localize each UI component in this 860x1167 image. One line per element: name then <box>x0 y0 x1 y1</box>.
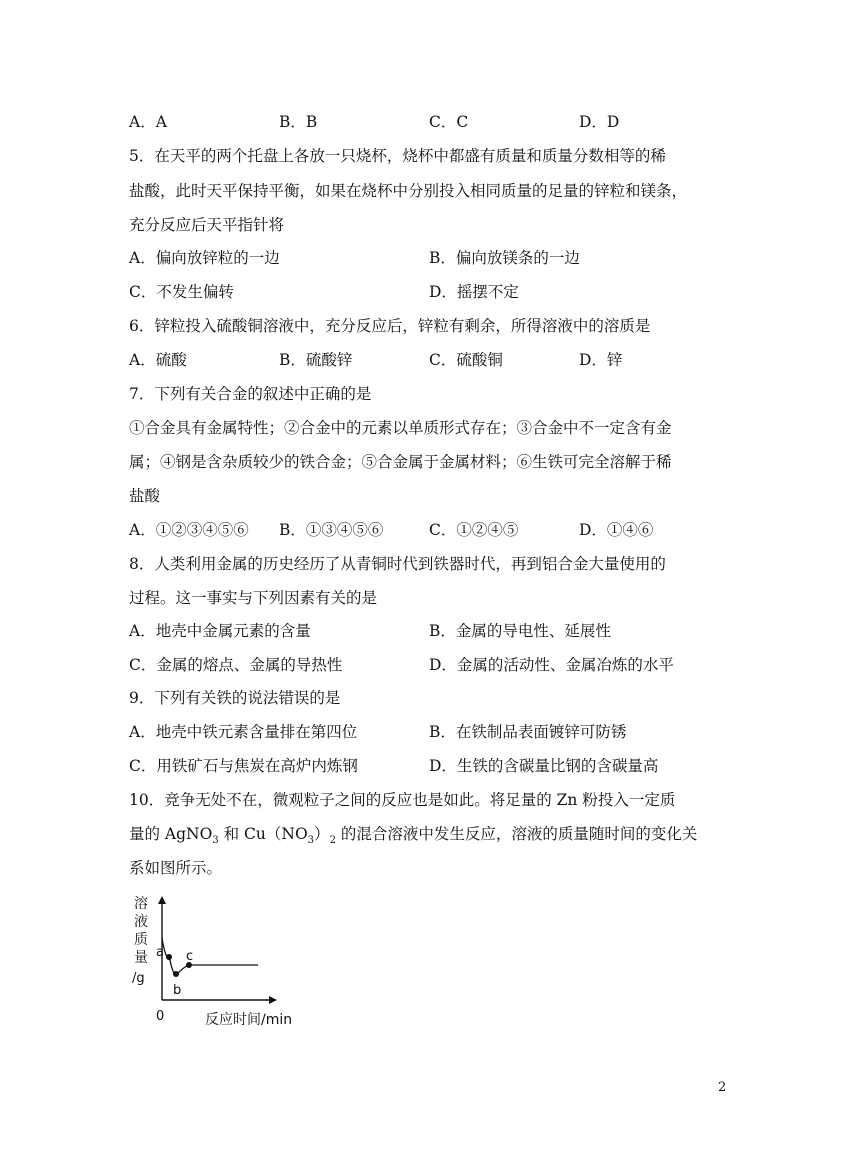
q9-option-d: D．生铁的含碳量比钢的含碳量高 <box>429 757 659 775</box>
q10-line-3: 系如图所示。 <box>129 859 223 877</box>
mass-curve <box>162 938 258 974</box>
q8-option-d: D．金属的活动性、金属冶炼的水平 <box>429 656 674 674</box>
q4-option-b: B．B <box>279 113 318 131</box>
q10-line-2-part-a: 量的 AgNO <box>129 825 213 843</box>
q6-stem: 6．锌粒投入硫酸铜溶液中，充分反应后，锌粒有剩余，所得溶液中的溶质是 <box>129 317 651 335</box>
q9-option-b: B．在铁制品表面镀锌可防锈 <box>429 723 627 741</box>
point-a-dot <box>166 954 172 960</box>
q7-option-c: C．①②④⑤ <box>429 521 519 539</box>
q9-stem: 9．下列有关铁的说法错误的是 <box>129 689 341 707</box>
q10-subscript-1: 3 <box>212 835 219 847</box>
q7-option-a: A．①②③④⑤⑥ <box>129 521 249 539</box>
q6-option-a: A．硫酸 <box>129 351 187 369</box>
q5-option-a: A．偏向放锌粒的一边 <box>129 249 280 267</box>
q8-option-a: A．地壳中金属元素的含量 <box>129 622 311 640</box>
q8-stem-line-1: 8．人类利用金属的历史经历了从青铜时代到铁器时代，再到铝合金大量使用的 <box>129 555 666 573</box>
q5-stem-line-2: 盐酸，此时天平保持平衡，如果在烧杯中分别投入相同质量的足量的锌粒和镁条， <box>129 182 688 200</box>
q7-option-d: D．①④⑥ <box>579 521 654 539</box>
y-label-char-4: 量 <box>134 950 148 966</box>
q10-subscript-3: 2 <box>329 835 336 847</box>
q10-line-2-part-d: 的混合溶液中发生反应，溶液的质量随时间的变化关 <box>335 825 698 843</box>
q6-option-c: C．硫酸铜 <box>429 351 503 369</box>
solution-mass-graph <box>125 888 315 1038</box>
q7-stem: 7．下列有关合金的叙述中正确的是 <box>129 385 372 403</box>
q5-option-d: D．摇摆不定 <box>429 283 519 301</box>
q6-option-b: B．硫酸锌 <box>279 351 353 369</box>
q4-option-c: C．C <box>429 113 469 131</box>
q5-option-b: B．偏向放镁条的一边 <box>429 249 580 267</box>
q6-option-d: D．锌 <box>579 351 623 369</box>
q8-option-c: C．金属的熔点、金属的导热性 <box>129 656 343 674</box>
q7-statement-line-2: 属；④钢是含杂质较少的铁合金；⑤合金属于金属材料；⑥生铁可完全溶解于稀 <box>129 453 672 471</box>
point-b-dot <box>173 971 179 977</box>
q5-stem-line-1: 5．在天平的两个托盘上各放一只烧杯，烧杯中都盛有质量和质量分数相等的稀 <box>129 147 666 165</box>
q4-option-d: D．D <box>579 113 620 131</box>
point-c-label: c <box>186 949 194 964</box>
q8-option-b: B．金属的导电性、延展性 <box>429 622 611 640</box>
q10-line-2-part-c: ） <box>314 825 330 843</box>
q9-option-c: C．用铁矿石与焦炭在高炉内炼钢 <box>129 757 358 775</box>
point-a-label: a <box>156 945 164 960</box>
q5-stem-line-3: 充分反应后天平指针将 <box>129 216 285 234</box>
q10-line-2-part-b: 和 Cu（NO <box>218 825 308 843</box>
q7-statement-line-3: 盐酸 <box>129 487 161 505</box>
point-b-label: b <box>173 983 182 998</box>
y-label-char-2: 液 <box>134 914 148 930</box>
origin-label: 0 <box>156 1009 165 1024</box>
q7-option-b: B．①③④⑤⑥ <box>279 521 384 539</box>
q9-option-a: A．地壳中铁元素含量排在第四位 <box>129 723 358 741</box>
q10-subscript-2: 3 <box>307 835 315 847</box>
q5-option-c: C．不发生偏转 <box>129 283 234 301</box>
y-axis-unit: /g <box>132 971 145 986</box>
x-axis-label: 反应时间/min <box>205 1012 293 1028</box>
page-number: 2 <box>718 1080 727 1095</box>
q4-option-a: A．A <box>129 113 167 131</box>
q10-line-2 <box>129 824 697 851</box>
q10-line-1: 10．竞争无处不在，微观粒子之间的反应也是如此。将足量的 Zn 粉投入一定质 <box>129 791 676 809</box>
q7-statement-line-1: ①合金具有金属特性；②合金中的元素以单质形式存在；③合金中不一定含有金 <box>129 419 672 437</box>
y-label-char-1: 溶 <box>134 896 148 912</box>
q8-stem-line-2: 过程。这一事实与下列因素有关的是 <box>129 589 378 607</box>
y-label-char-3: 质 <box>134 932 148 948</box>
